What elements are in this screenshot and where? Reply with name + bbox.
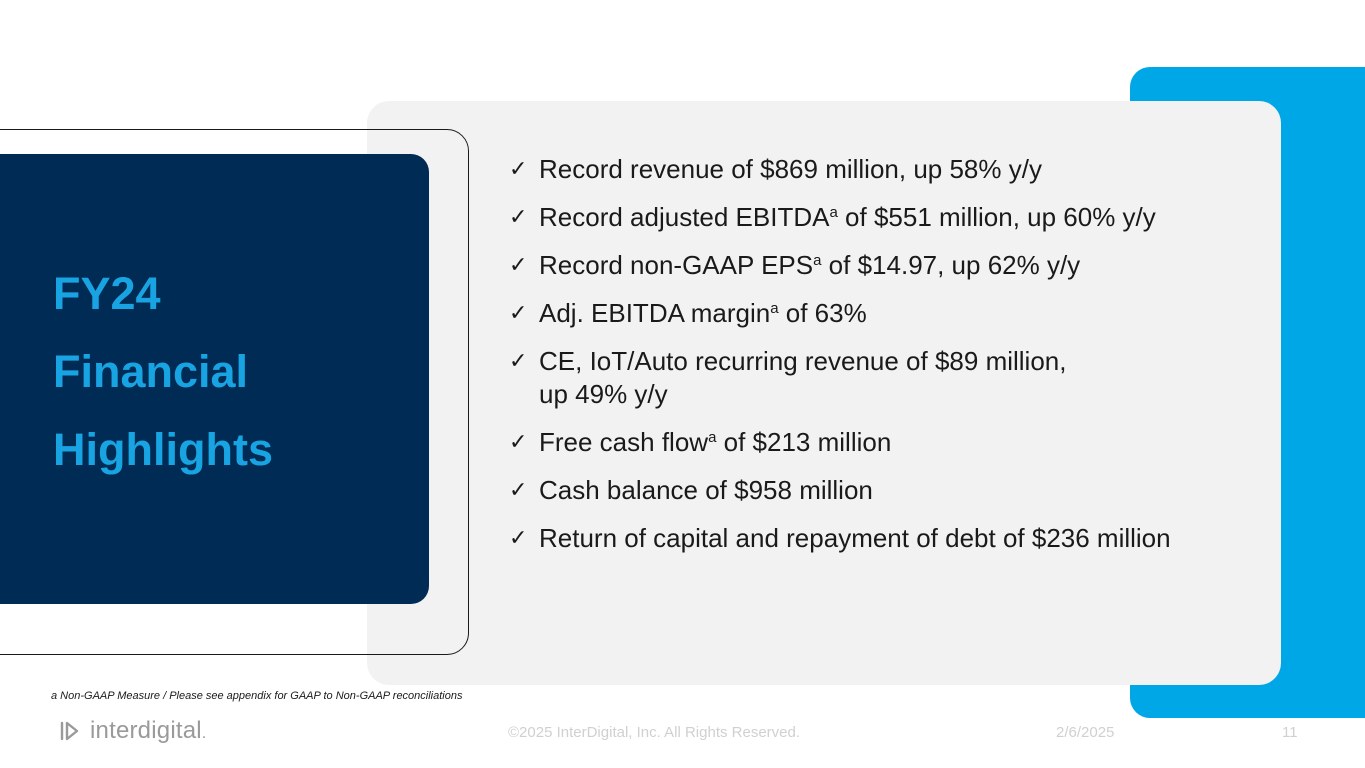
slide-date: 2/6/2025	[1056, 724, 1115, 741]
checkmark-icon: ✓	[509, 349, 528, 374]
footnote-marker: a	[813, 252, 822, 269]
slide-title	[53, 255, 413, 489]
list-item	[509, 426, 1259, 459]
bullet-text-cont: of 63%	[778, 298, 867, 328]
title-line-1: FY24	[53, 268, 161, 319]
bullet-text: Record revenue of $869 million, up 58% y/y	[539, 154, 1042, 184]
bullet-text: CE, IoT/Auto recurring revenue of $89 million,	[539, 346, 1067, 376]
checkmark-icon: ✓	[509, 253, 528, 278]
bullet-text: Free cash flow	[539, 427, 709, 457]
footnote-marker: a	[829, 204, 838, 221]
highlights-list	[509, 153, 1259, 570]
checkmark-icon: ✓	[509, 430, 528, 455]
bullet-text: Adj. EBITDA margin	[539, 298, 771, 328]
list-item	[509, 297, 1259, 330]
title-line-2: Financial	[53, 346, 249, 397]
bullet-text-cont: of $14.97, up 62% y/y	[821, 250, 1081, 280]
footnote: a Non-GAAP Measure / Please see appendix for GAAP to Non-GAAP reconciliations	[51, 690, 463, 702]
checkmark-icon: ✓	[509, 526, 528, 551]
checkmark-icon: ✓	[509, 205, 528, 230]
list-item	[509, 345, 1259, 411]
bullet-text: Cash balance of $958 million	[539, 475, 873, 505]
checkmark-icon: ✓	[509, 478, 528, 503]
list-item	[509, 474, 1259, 507]
bullet-text: Record non-GAAP EPS	[539, 250, 814, 280]
list-item	[509, 153, 1259, 186]
footnote-marker: a	[708, 429, 717, 446]
bullet-text-cont: of $213 million	[716, 427, 892, 457]
list-item	[509, 249, 1259, 282]
list-item	[509, 522, 1259, 555]
bullet-text: Return of capital and repayment of debt of $236 million	[539, 523, 1171, 553]
company-logo	[60, 716, 206, 746]
bullet-text-cont: of $551 million, up 60% y/y	[837, 202, 1156, 232]
page-number: 11	[1282, 724, 1298, 741]
footnote-marker: a	[770, 300, 779, 317]
interdigital-logo-icon	[60, 720, 84, 742]
bullet-text: Record adjusted EBITDA	[539, 202, 830, 232]
copyright-text: ©2025 InterDigital, Inc. All Rights Reserved.	[508, 724, 801, 741]
bullet-text-cont: up 49% y/y	[539, 379, 668, 409]
checkmark-icon: ✓	[509, 301, 528, 326]
logo-wordmark: interdigital.	[90, 717, 207, 744]
list-item	[509, 201, 1259, 234]
checkmark-icon: ✓	[509, 157, 528, 182]
title-line-3: Highlights	[53, 424, 273, 475]
